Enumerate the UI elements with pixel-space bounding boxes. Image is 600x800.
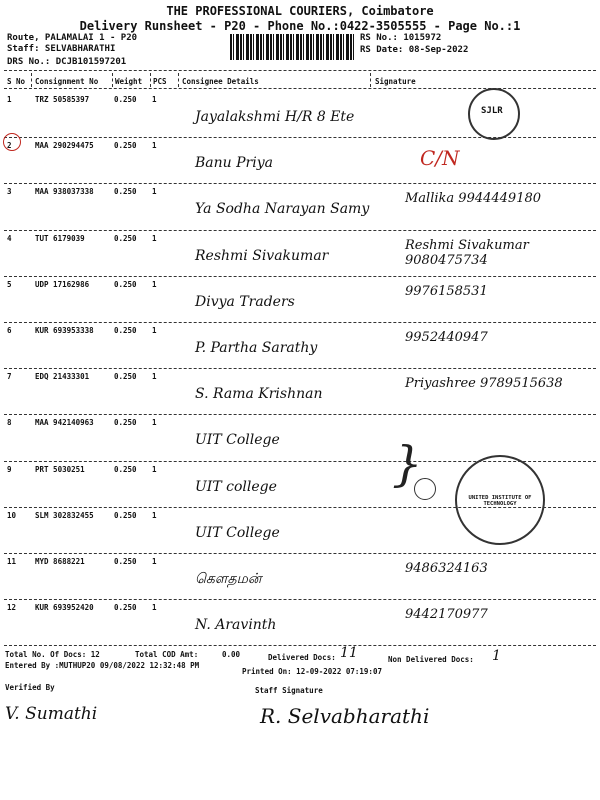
college-stamp bbox=[455, 455, 545, 545]
row-consignment-no: TRZ 50585397 bbox=[35, 95, 90, 104]
row-consignee: UIT College bbox=[195, 524, 280, 541]
row-sno: 7 bbox=[7, 372, 12, 382]
row-weight: 0.250 bbox=[114, 95, 137, 104]
row-signature: Priyashree 9789515638 bbox=[405, 376, 563, 392]
verified-by-label: Verified By bbox=[5, 683, 55, 692]
row-consignee: கௌதமன் bbox=[195, 571, 262, 587]
col-header-consignee: Consignee Details bbox=[182, 77, 259, 86]
row-weight: 0.250 bbox=[114, 187, 137, 197]
row-divider bbox=[4, 368, 596, 369]
row-weight: 0.250 bbox=[114, 557, 137, 566]
row-highlight-circle bbox=[3, 133, 21, 151]
non-delivered-label: Non Delivered Docs: bbox=[388, 655, 474, 664]
printed-on: Printed On: 12-09-2022 07:19:07 bbox=[242, 667, 382, 676]
row-weight: 0.250 bbox=[114, 603, 137, 613]
row-consignee: N. Aravinth bbox=[195, 617, 277, 634]
row-pcs: 1 bbox=[152, 510, 157, 520]
row-consignment-no: KUR 693952420 bbox=[35, 603, 94, 613]
row-consignment-no: PRT 5030251 bbox=[35, 464, 85, 474]
row-consignee: Divya Traders bbox=[195, 293, 295, 310]
col-divider bbox=[178, 73, 179, 87]
row-weight: 0.250 bbox=[114, 141, 137, 151]
row-divider bbox=[4, 230, 596, 231]
row-consignee: Banu Priya bbox=[195, 155, 273, 172]
row-consignee: S. Rama Krishnan bbox=[195, 386, 323, 403]
row-weight: 0.250 bbox=[114, 464, 137, 474]
row-pcs: 1 bbox=[152, 603, 157, 613]
row-sno: 6 bbox=[7, 326, 12, 335]
row-pcs: 1 bbox=[152, 141, 157, 151]
staff-label: Staff: SELVABHARATHI bbox=[7, 44, 116, 54]
col-divider bbox=[112, 73, 113, 87]
stamp-text: SJLR bbox=[481, 106, 503, 116]
col-header-weight: Weight bbox=[115, 77, 143, 86]
company-stamp bbox=[468, 88, 520, 140]
row-divider bbox=[4, 414, 596, 415]
row-sno: 10 bbox=[7, 510, 17, 520]
col-header-pcs: PCS bbox=[153, 77, 167, 86]
row-sno: 4 bbox=[7, 233, 12, 243]
drs-number: DRS No.: DCJB101597201 bbox=[7, 57, 127, 67]
row-weight: 0.250 bbox=[114, 510, 137, 520]
rs-date: RS Date: 08-Sep-2022 bbox=[360, 45, 469, 55]
row-signature: Reshmi Sivakumar 9080475734 bbox=[405, 237, 529, 268]
row-consignment-no: SLM 302832455 bbox=[35, 510, 94, 520]
row-divider bbox=[4, 645, 596, 646]
barcode bbox=[230, 34, 354, 60]
row-signature: 9486324163 bbox=[405, 561, 488, 576]
staff-signature: R. Selvabharathi bbox=[260, 704, 430, 728]
row-sno: 8 bbox=[7, 418, 12, 428]
col-divider bbox=[31, 73, 32, 87]
delivered-docs-value: 11 bbox=[340, 645, 358, 661]
row-weight: 0.250 bbox=[114, 279, 137, 289]
non-delivered-value: 1 bbox=[492, 648, 501, 664]
row-consignee: P. Partha Sarathy bbox=[195, 340, 318, 356]
circle-mark bbox=[414, 478, 436, 500]
runsheet-title-line1: THE PROFESSIONAL COURIERS, Coimbatore bbox=[166, 4, 434, 18]
row-consignee: Ya Sodha Narayan Samy bbox=[195, 201, 370, 218]
row-signature: C/N bbox=[420, 146, 460, 171]
col-divider bbox=[370, 73, 371, 87]
row-consignee: Reshmi Sivakumar bbox=[195, 247, 329, 264]
delivered-docs-label: Delivered Docs: bbox=[268, 653, 336, 662]
total-cod-value: 0.00 bbox=[222, 650, 241, 659]
row-pcs: 1 bbox=[152, 326, 157, 335]
total-docs: Total No. Of Docs: 12 bbox=[5, 650, 100, 659]
row-signature: Mallika 9944449180 bbox=[405, 191, 542, 207]
row-sno: 5 bbox=[7, 279, 12, 289]
row-pcs: 1 bbox=[152, 418, 157, 428]
row-divider bbox=[4, 553, 596, 554]
row-consignment-no: MAA 290294475 bbox=[35, 141, 94, 151]
row-pcs: 1 bbox=[152, 187, 157, 197]
row-consignment-no: EDQ 21433301 bbox=[35, 372, 90, 382]
row-consignment-no: MYD 8688221 bbox=[35, 557, 85, 566]
col-header-sno: S No bbox=[7, 77, 26, 86]
row-pcs: 1 bbox=[152, 233, 157, 243]
row-divider bbox=[4, 599, 596, 600]
row-consignment-no: TUT 6179039 bbox=[35, 233, 85, 243]
row-weight: 0.250 bbox=[114, 326, 137, 335]
entered-by: Entered By :MUTHUP20 09/08/2022 12:32:48 PM bbox=[5, 661, 200, 670]
row-consignment-no: KUR 693953338 bbox=[35, 326, 94, 335]
row-divider bbox=[4, 137, 596, 138]
runsheet-title-line2: Delivery Runsheet - P20 - Phone No.:0422-3505555 - Page No.:1 bbox=[79, 19, 521, 33]
row-consignment-no: UDP 17162986 bbox=[35, 279, 90, 289]
row-pcs: 1 bbox=[152, 372, 157, 382]
row-consignment-no: MAA 942140963 bbox=[35, 418, 94, 428]
row-consignee: Jayalakshmi H/R 8 Ete bbox=[195, 109, 355, 125]
row-sno: 11 bbox=[7, 557, 17, 566]
row-sno: 1 bbox=[7, 95, 12, 104]
row-weight: 0.250 bbox=[114, 233, 137, 243]
row-sno: 12 bbox=[7, 603, 17, 613]
row-weight: 0.250 bbox=[114, 372, 137, 382]
col-divider bbox=[150, 73, 151, 87]
row-pcs: 1 bbox=[152, 279, 157, 289]
col-header-consignment: Consignment No bbox=[35, 77, 99, 86]
row-divider bbox=[4, 276, 596, 277]
row-pcs: 1 bbox=[152, 557, 157, 566]
row-sno: 3 bbox=[7, 187, 12, 197]
row-weight: 0.250 bbox=[114, 418, 137, 428]
row-pcs: 1 bbox=[152, 464, 157, 474]
route-label: Route, PALAMALAI 1 - P20 bbox=[7, 33, 138, 43]
staff-signature-label: Staff Signature bbox=[255, 686, 323, 695]
col-header-signature: Signature bbox=[375, 77, 416, 86]
row-sno: 2 bbox=[7, 141, 12, 151]
row-pcs: 1 bbox=[152, 95, 157, 104]
rs-number: RS No.: 1015972 bbox=[360, 33, 442, 43]
row-signature: 9442170977 bbox=[405, 607, 488, 623]
brace-mark: } bbox=[392, 436, 423, 492]
row-signature: 9952440947 bbox=[405, 330, 488, 345]
row-consignment-no: MAA 938037338 bbox=[35, 187, 94, 197]
row-divider bbox=[4, 322, 596, 323]
college-stamp-text: UNITED INSTITUTE OF TECHNOLOGY bbox=[468, 495, 532, 507]
table-header-rule bbox=[4, 88, 596, 89]
row-consignee: UIT College bbox=[195, 432, 280, 449]
row-sno: 9 bbox=[7, 464, 12, 474]
row-signature: 9976158531 bbox=[405, 283, 488, 299]
row-divider bbox=[4, 183, 596, 184]
total-cod-label: Total COD Amt: bbox=[135, 650, 199, 659]
verifier-signature: V. Sumathi bbox=[5, 704, 98, 724]
row-consignee: UIT college bbox=[195, 478, 277, 495]
table-top-rule bbox=[4, 70, 596, 71]
